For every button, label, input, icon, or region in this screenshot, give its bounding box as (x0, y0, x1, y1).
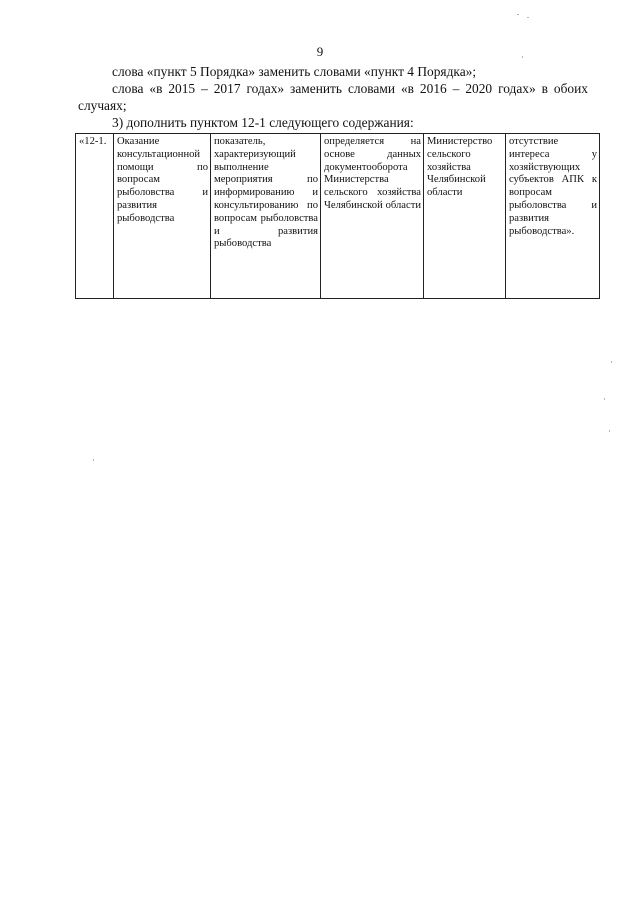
table-cell-indicator-description: показатель, характеризующий выполнение мероприятия по информированию и консультированию по вопросам рыболовства и развития рыбоводства (211, 134, 321, 299)
scan-speck (93, 459, 94, 461)
table-cell-risk-factors: отсутствие интереса у хозяйствующих субъектов АПК к вопросам рыболовства и развития рыбоводства». (506, 134, 600, 299)
amendment-paragraph-3: 3) дополнить пунктом 12-1 следующего содержания: (112, 115, 414, 130)
scan-speck (609, 430, 610, 432)
amendment-paragraph-1: слова «пункт 5 Порядка» заменить словами «пункт 4 Порядка»; (112, 64, 477, 79)
amendment-paragraph-2: слова «в 2015 – 2017 годах» заменить словами «в 2016 – 2020 годах» в обоих случаях; (78, 81, 588, 113)
scan-speck (517, 14, 519, 15)
table-cell-calculation-method: определяется на основе данных документооборота Министерства сельского хозяйства Челябинской области (321, 134, 424, 299)
table-cell-item-number: «12-1. (76, 134, 114, 299)
scan-speck (527, 17, 529, 18)
scan-speck (604, 398, 605, 400)
page-number: 9 (316, 44, 324, 59)
table-row (76, 134, 600, 299)
scan-speck (611, 361, 612, 363)
scan-speck (522, 56, 523, 58)
table-cell-measure-name: Оказание консультационной помощи по вопросам рыболовства и развития рыбоводства (114, 134, 211, 299)
table-cell-responsible-body: Министерство сельского хозяйства Челябинской области (424, 134, 506, 299)
amendment-table (75, 133, 600, 299)
